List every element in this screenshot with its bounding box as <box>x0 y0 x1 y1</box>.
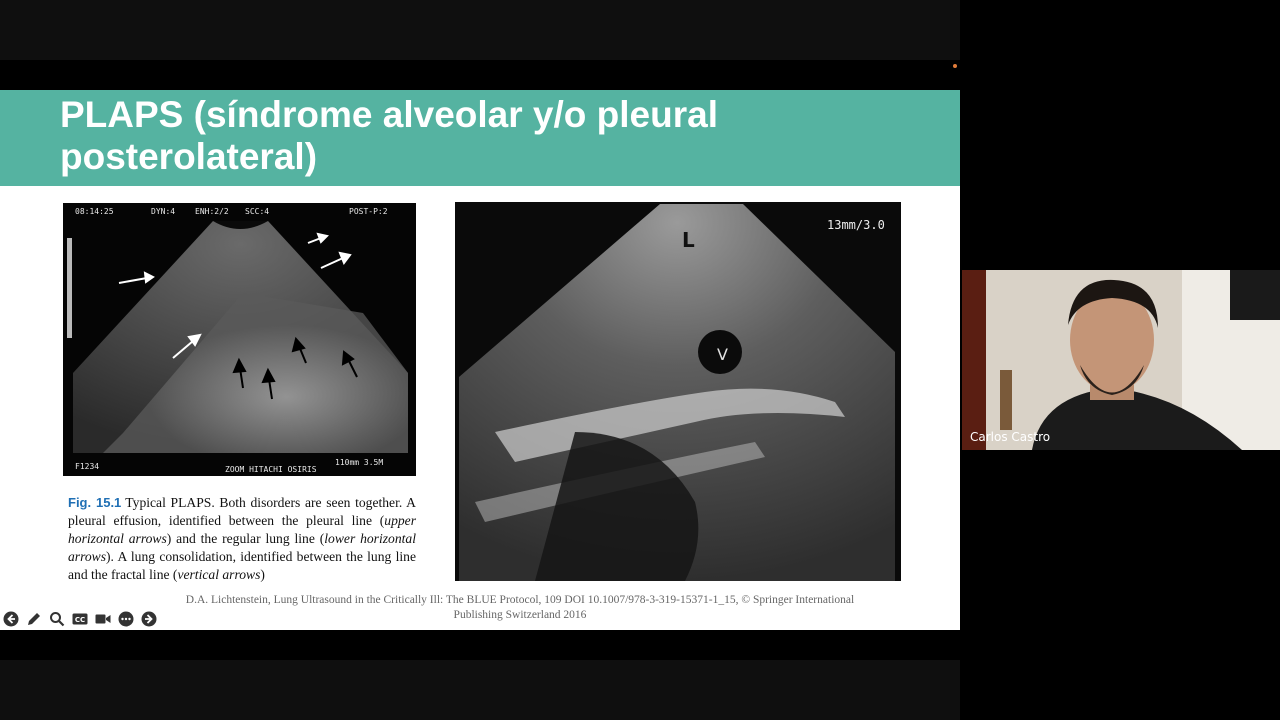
caption-text: ) <box>260 567 265 582</box>
previous-slide-icon <box>3 611 19 627</box>
citation-line-2: Publishing Switzerland 2016 <box>453 609 587 621</box>
bottom-black-bar <box>0 660 960 720</box>
svg-text:ENH:2/2: ENH:2/2 <box>195 207 229 216</box>
svg-text:08:14:25: 08:14:25 <box>75 207 114 216</box>
scale-label: 13mm/3.0 <box>827 218 885 232</box>
label-v: V <box>717 345 728 364</box>
svg-text:110mm 3.5M: 110mm 3.5M <box>335 458 384 467</box>
next-slide-button[interactable] <box>140 610 158 628</box>
cardiac-ultrasound-image <box>455 202 901 581</box>
pen-button[interactable] <box>25 610 43 628</box>
caption-text: ) and the regular lung line ( <box>166 531 325 546</box>
caption-text: ). A lung consolidation, identified between the lung line and the fractal line ( <box>68 549 416 582</box>
figure-caption <box>68 494 416 584</box>
pen-icon <box>26 611 42 627</box>
svg-text:CC: CC <box>74 616 86 624</box>
previous-slide-button[interactable] <box>2 610 20 628</box>
participant-video-frame <box>962 270 1280 450</box>
svg-text:POST-P:2: POST-P:2 <box>349 207 388 216</box>
caption-italic: vertical arrows <box>177 567 261 582</box>
recording-indicator-dot <box>953 64 957 68</box>
slideshow-toolbar <box>2 610 158 628</box>
top-black-bar <box>0 0 960 60</box>
more-options-icon <box>118 611 134 627</box>
participant-video-tile[interactable] <box>962 270 1280 450</box>
label-l: L <box>682 228 695 252</box>
figure-number: Fig. 15.1 <box>68 495 122 510</box>
caption-italic: lower horizontal arrows <box>68 531 416 564</box>
slide-title: PLAPS (síndrome alveolar y/o pleural posterolateral) <box>60 94 718 177</box>
slide-header-band <box>0 90 960 186</box>
svg-text:F1234: F1234 <box>75 462 100 471</box>
caption-text: Typical PLAPS. Both disorders are seen together. A pleural effusion, identified between the pleural line ( <box>68 495 416 528</box>
zoom-icon <box>49 611 65 627</box>
more-options-button[interactable] <box>117 610 135 628</box>
caption-italic: upper horizontal arrows <box>68 513 416 546</box>
citation-line-1: D.A. Lichtenstein, Lung Ultrasound in the Critically Ill: The BLUE Protocol, 109 DOI 10.1007/978-3-319-15371-1_15, © Springer International <box>185 594 855 606</box>
svg-text:SCC:4: SCC:4 <box>245 207 270 216</box>
closed-captions-button[interactable] <box>71 610 89 628</box>
svg-text:DYN:4: DYN:4 <box>151 207 176 216</box>
lung-ultrasound-image <box>63 203 416 476</box>
zoom-button[interactable] <box>48 610 66 628</box>
next-slide-icon <box>141 611 157 627</box>
video-camera-button[interactable] <box>94 610 112 628</box>
closed-captions-icon <box>72 611 88 627</box>
video-camera-icon <box>95 611 111 627</box>
presentation-slide <box>0 90 960 630</box>
citation <box>160 593 880 623</box>
participant-name: Carlos Castro <box>970 430 1051 444</box>
svg-text:ZOOM HITACHI OSIRIS: ZOOM HITACHI OSIRIS <box>225 465 317 474</box>
